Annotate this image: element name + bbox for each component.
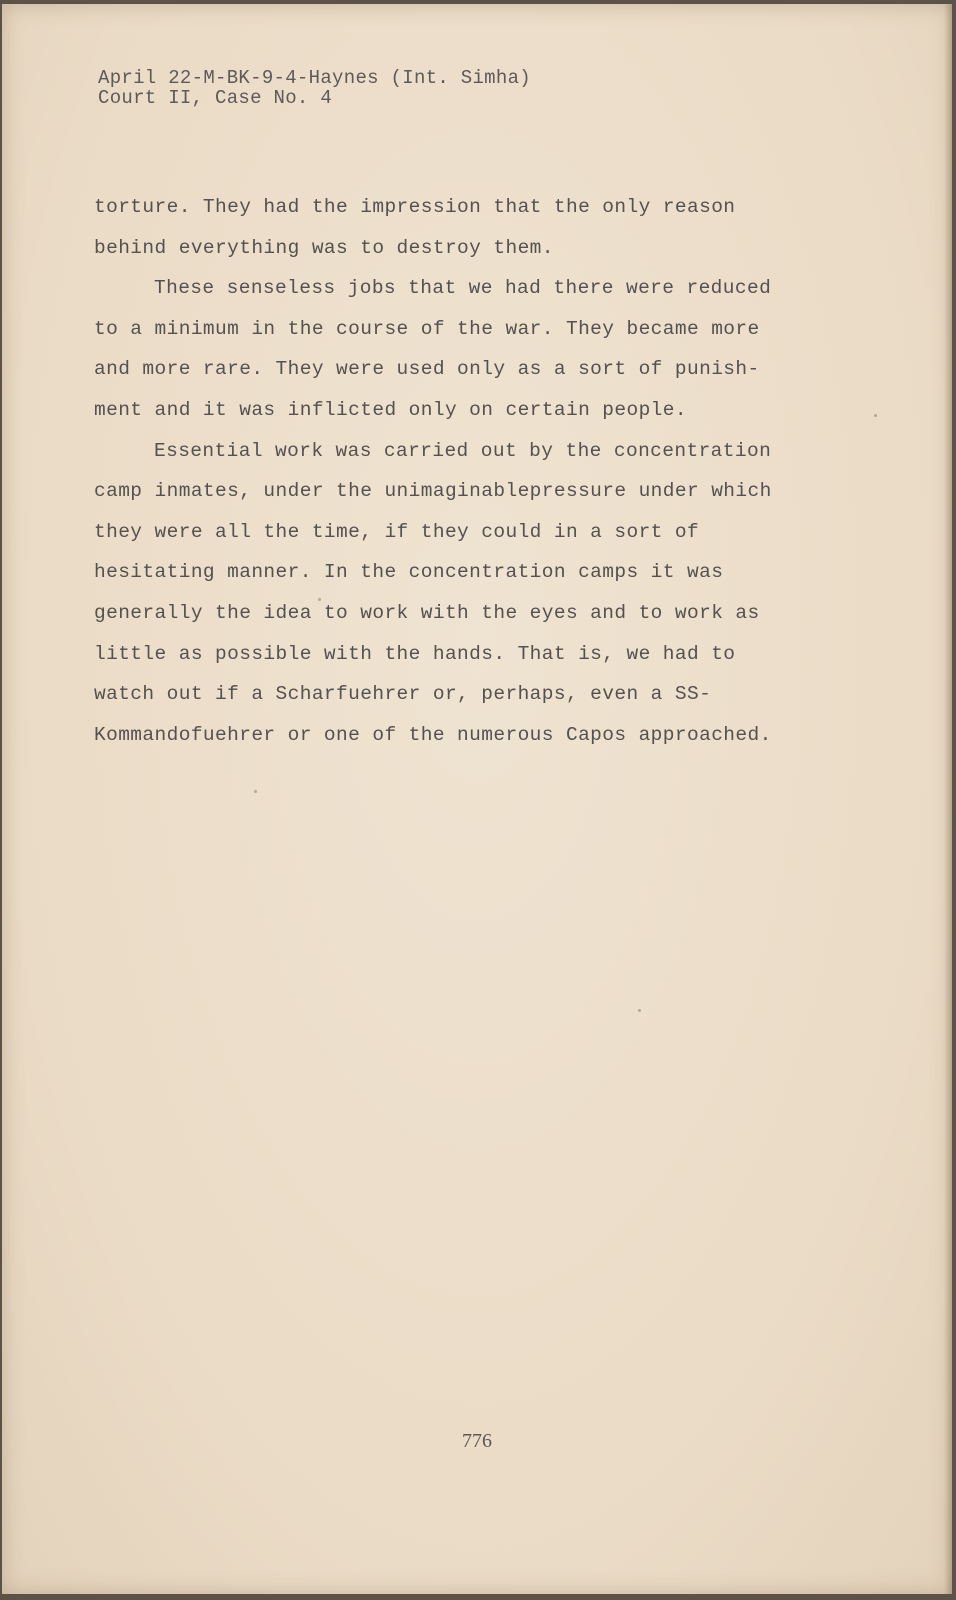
paper-speck [254, 790, 257, 793]
body-line: Essential work was carried out by the concentration [154, 439, 772, 462]
body-line: Kommandofuehrer or one of the numerous Capos approached. [94, 723, 772, 746]
body-line: torture. They had the impression that the only reason [94, 196, 736, 218]
document-page [2, 4, 952, 1594]
body-line: behind everything was to destroy them. [94, 236, 554, 259]
header-line-2: Court II, Case No. 4 [98, 87, 333, 109]
body-line: and more rare. They were used only as a sort of punish- [94, 358, 760, 381]
body-line: camp inmates, under the unimaginablepressure under which [94, 480, 772, 503]
header-line-1: April 22-M-BK-9-4-Haynes (Int. Simha) [98, 67, 531, 89]
paper-speck [638, 1009, 641, 1012]
body-line: generally the idea to work with the eyes and to work as [94, 601, 760, 624]
page-edge-shadow [944, 4, 952, 1594]
document-body [94, 194, 794, 762]
body-line: they were all the time, if they could in a sort of [94, 520, 700, 543]
page-number: 776 [462, 1430, 492, 1452]
body-line: watch out if a Scharfuehrer or, perhaps, even a SS- [94, 683, 712, 706]
document-header [98, 68, 531, 108]
body-line: little as possible with the hands. That is, we had to [94, 642, 736, 665]
paper-speck [874, 414, 877, 417]
body-line: ment and it was inflicted only on certain people. [94, 398, 687, 421]
body-line: These senseless jobs that we had there were reduced [154, 277, 772, 300]
body-line: to a minimum in the course of the war. They became more [94, 317, 760, 340]
body-line: hesitating manner. In the concentration camps it was [94, 561, 724, 584]
paper-speck [318, 598, 321, 601]
